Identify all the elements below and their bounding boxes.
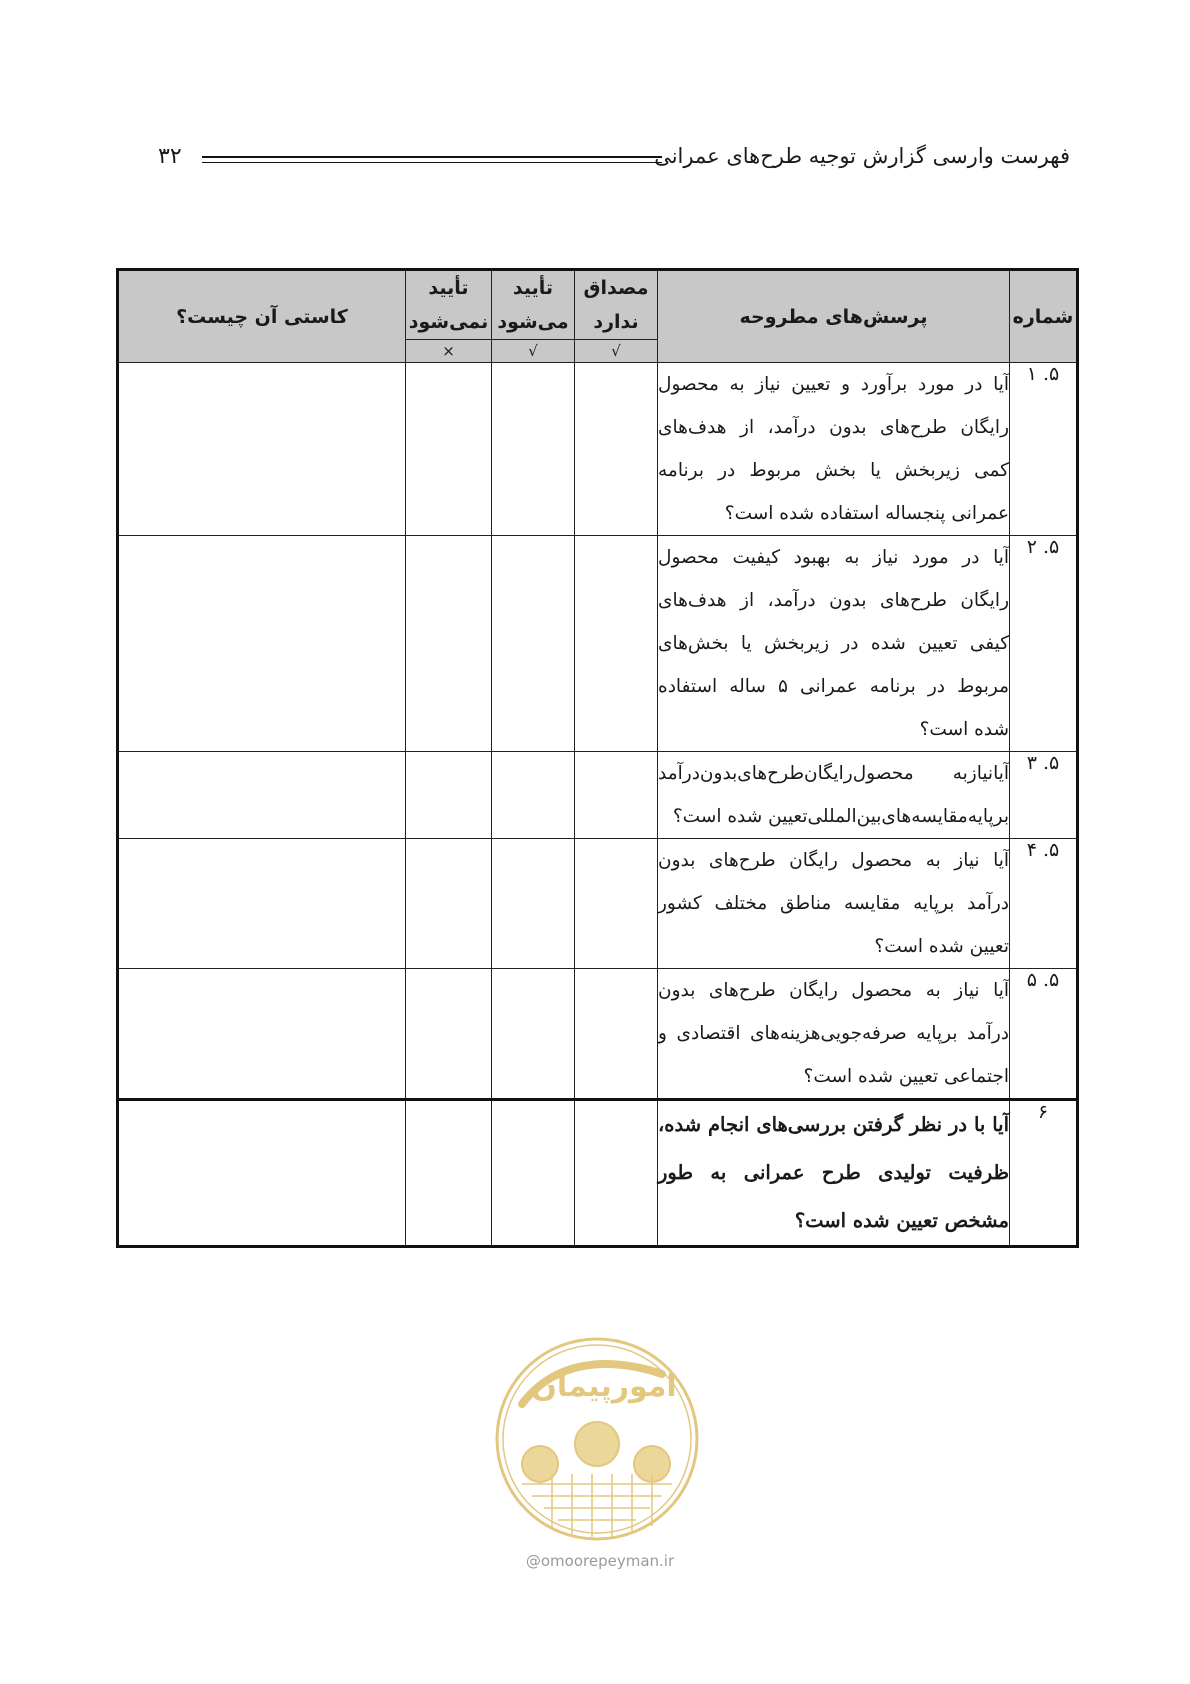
cell-confirmed[interactable]: [492, 363, 575, 536]
col-rejected-line2: نمی‌شود: [408, 311, 489, 333]
header-rule: [202, 156, 662, 163]
page-title: فهرست وارسی گزارش توجیه طرح‌های عمرانی: [654, 144, 1070, 168]
row-number: ۵. ۲: [1010, 536, 1078, 752]
cell-rejected[interactable]: [406, 1100, 492, 1247]
table-row: [118, 363, 1078, 536]
col-shortcoming-header: کاستی آن چیست؟: [118, 270, 406, 363]
page-number: ۳۲: [158, 144, 182, 169]
mark-rejected: ×: [406, 340, 492, 363]
omoorepeyman-logo: [492, 1334, 702, 1544]
cell-shortcoming[interactable]: [118, 969, 406, 1100]
cell-not-applicable[interactable]: [575, 1100, 658, 1247]
row-question: آیا نیاز به محصول رایگان طرح‌های بدون درآمد برپایه صرفه‌جویی‌هزینه‌های اقتصادی و اجتماعی تعیین شده است؟: [658, 969, 1010, 1100]
cell-shortcoming[interactable]: [118, 363, 406, 536]
logo-text: امورپیمان: [531, 1369, 677, 1404]
col-rejected-header: [406, 270, 492, 340]
row-number: ۵. ۵: [1010, 969, 1078, 1100]
col-confirmed-line2: می‌شود: [497, 311, 569, 333]
row-number: ۶: [1010, 1100, 1078, 1247]
checklist-table: [116, 268, 1079, 1248]
page-header: [150, 140, 1070, 180]
cell-not-applicable[interactable]: [575, 839, 658, 969]
cell-rejected[interactable]: [406, 363, 492, 536]
col-rejected-line1: تأیید: [428, 277, 469, 299]
table-row: [118, 1100, 1078, 1247]
cell-shortcoming[interactable]: [118, 536, 406, 752]
cell-rejected[interactable]: [406, 752, 492, 839]
row-number: ۵. ۳: [1010, 752, 1078, 839]
cell-confirmed[interactable]: [492, 536, 575, 752]
cell-confirmed[interactable]: [492, 1100, 575, 1247]
cell-not-applicable[interactable]: [575, 536, 658, 752]
col-number-header: شماره: [1010, 270, 1078, 363]
cell-rejected[interactable]: [406, 969, 492, 1100]
row-question: آیانیازبه محصول‌رایگان‌طرح‌های‌بدون‌درآمد برپایه‌مقایسه‌های‌بین‌المللی‌تعیین شده است؟: [658, 752, 1010, 839]
mark-not-applicable: √: [575, 340, 658, 363]
cell-rejected[interactable]: [406, 536, 492, 752]
col-question-header: پرسش‌های مطروحه: [658, 270, 1010, 363]
cell-rejected[interactable]: [406, 839, 492, 969]
col-not-applicable-header: [575, 270, 658, 340]
col-confirmed-header: [492, 270, 575, 340]
mark-confirmed: √: [492, 340, 575, 363]
row-number: ۵. ۴: [1010, 839, 1078, 969]
row-number: ۵. ۱: [1010, 363, 1078, 536]
table-row: [118, 839, 1078, 969]
row-question: آیا نیاز به محصول رایگان طرح‌های بدون درآمد برپایه مقایسه مناطق مختلف کشور تعیین شده است؟: [658, 839, 1010, 969]
cell-shortcoming[interactable]: [118, 1100, 406, 1247]
row-question: آیا در مورد برآورد و تعیین نیاز به محصول رایگان طرح‌های بدون درآمد، از هدف‌های کمی زیربخش یا بخش مربوط در برنامه عمرانی پنجساله استفاده شده است؟: [658, 363, 1010, 536]
table-row: [118, 536, 1078, 752]
row-question: آیا با در نظر گرفتن بررسی‌های انجام شده، ظرفیت تولیدی طرح عمرانی به طور مشخص تعیین شده است؟: [658, 1100, 1010, 1247]
cell-not-applicable[interactable]: [575, 363, 658, 536]
col-confirmed-line1: تأیید: [512, 277, 554, 299]
cell-confirmed[interactable]: [492, 752, 575, 839]
cell-shortcoming[interactable]: [118, 752, 406, 839]
table-header-row: [118, 270, 1078, 340]
cell-not-applicable[interactable]: [575, 969, 658, 1100]
stamp-url: @omoorepeyman.ir: [525, 1552, 675, 1570]
cell-confirmed[interactable]: [492, 969, 575, 1100]
col-not-applicable-line2: ندارد: [593, 311, 639, 333]
cell-shortcoming[interactable]: [118, 839, 406, 969]
table-row: [118, 969, 1078, 1100]
col-not-applicable-line1: مصداق: [583, 277, 649, 299]
row-question: آیا در مورد نیاز به بهبود کیفیت محصول رایگان طرح‌های بدون درآمد، از هدف‌های کیفی تعیین شده در زیربخش یا بخش‌های مربوط در برنامه عمرانی ۵ ساله استفاده شده است؟: [658, 536, 1010, 752]
cell-confirmed[interactable]: [492, 839, 575, 969]
table-row: [118, 752, 1078, 839]
cell-not-applicable[interactable]: [575, 752, 658, 839]
